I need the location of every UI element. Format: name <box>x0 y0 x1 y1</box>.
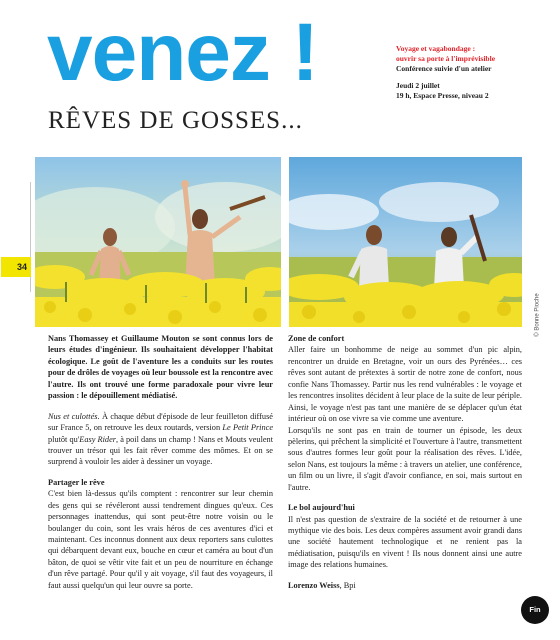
italic-title: Nus et culottés <box>48 411 98 421</box>
paragraph: C'est bien là-dessus qu'ils comptent : rencontrer sur leur chemin des gens qui se révéleront aussi tendrement dingues qu'eux. Ces personnages inattendus, qui sont peut-être notre voisin ou le boulanger du coin, sont les vrais héros de ces aventures d'ici et maintenant. Ces inconnus donnent aux deux reporters sans culottes qui débarquent devant eux, bouche en cœur et caméra au bout d'un bâton, de quoi se vêtir vite fait et un peu de nourriture en échange d'un rêve partagé. Pour qu'il y ait voyage, s'il faut des voyageurs, il faut aussi quelqu'un qui leur ouvre sa porte. <box>48 489 273 590</box>
subheading: Zone de confort <box>288 334 345 343</box>
paragraph: Lorsqu'ils ne sont pas en train de tourner un épisode, les deux pèlerins, qui prêchent la simplicité et l'ouverture à l'autre, transmettent sous d'autres formes leur goût pour la réalisation des rêves. L'idée, selon Nans, est toujours la même : à travers un atelier, une conférence, un film ou un livre, il s'agit d'avoir confiance, en soi, mais surtout en l'autre. <box>288 425 522 492</box>
event-box <box>396 44 546 101</box>
section-header: venez ! <box>47 7 318 98</box>
article-column-2 <box>288 333 522 591</box>
photo-credit-wrap <box>536 290 544 350</box>
event-title-line1: Voyage et vagabondage : <box>396 44 476 53</box>
event-title-line2: ouvrir sa porte à l'imprévisible <box>396 53 496 63</box>
photo-credit: © Bonne Pioche <box>534 293 541 337</box>
article-column-1 <box>48 333 273 591</box>
paragraph: Nus et culottés. À chaque début d'épisode de leur feuilleton diffusé sur France 5, on retrouve les deux routards, version Le Petit Prince plutôt qu'Easy Rider, à poil dans un champ ! Nans et Mouts veulent trouver un trésor qui les fait rêver comme des mômes. Et on se surprend à vouloir les aider à dessiner un voyage. <box>48 411 274 467</box>
event-place: 19 h, Espace Presse, niveau 2 <box>396 91 489 100</box>
subheading: Partager le rêve <box>48 477 105 487</box>
end-badge: Fin <box>521 596 549 624</box>
photo-right <box>289 157 522 327</box>
page-number: 34 <box>1 257 31 277</box>
event-date: Jeudi 2 juillet <box>396 81 440 91</box>
paragraph: Il n'est pas question de s'extraire de la société et de retourner à une mythique vie des bois. Les deux compères assument avoir grandi dans une société hautement technologique et ne renient pas la médiatisation, puisqu'ils en vivent ! Ils nous donnent ainsi une autre image des relations humaines. <box>288 514 522 570</box>
photo-left <box>35 157 281 327</box>
author-signature: Lorenzo Weiss, Bpi <box>288 580 356 590</box>
event-subtitle: Conférence suivie d'un atelier <box>396 63 492 73</box>
article-title: RÊVES DE GOSSES... <box>48 107 303 134</box>
lead-paragraph: Nans Thomassey et Guillaume Mouton se sont connus lors de leurs études d'ingénieur. Ils souhaitaient développer l'habitat écologique. Le goût de l'aventure les a conduits sur les routes pour de drôles de voyages où leur boussole est la rencontre avec l'autre. Ils ont trouvé une forme paradoxale pour vivre leur passion : le dépouillement médiatisé. <box>48 334 273 401</box>
subheading: Le bol aujourd'hui <box>288 503 355 513</box>
paragraph: Aller faire un bonhomme de neige au sommet d'un pic alpin, rencontrer un druide en Bretagne, voir un ours des Pyrénées… ces rêves sont autant de prétextes à sortir de notre zone de confort, nous confie Nans Thomassey. Partir nus les rend vulnérables : le voyage et les rencontres insolites décident à leur place de la suite de leur périple. Ainsi, le voyage n'est pas tant une manière de se déplacer qu'un état intérieur où on ose vivre sa vie comme une aventure. <box>288 345 522 424</box>
